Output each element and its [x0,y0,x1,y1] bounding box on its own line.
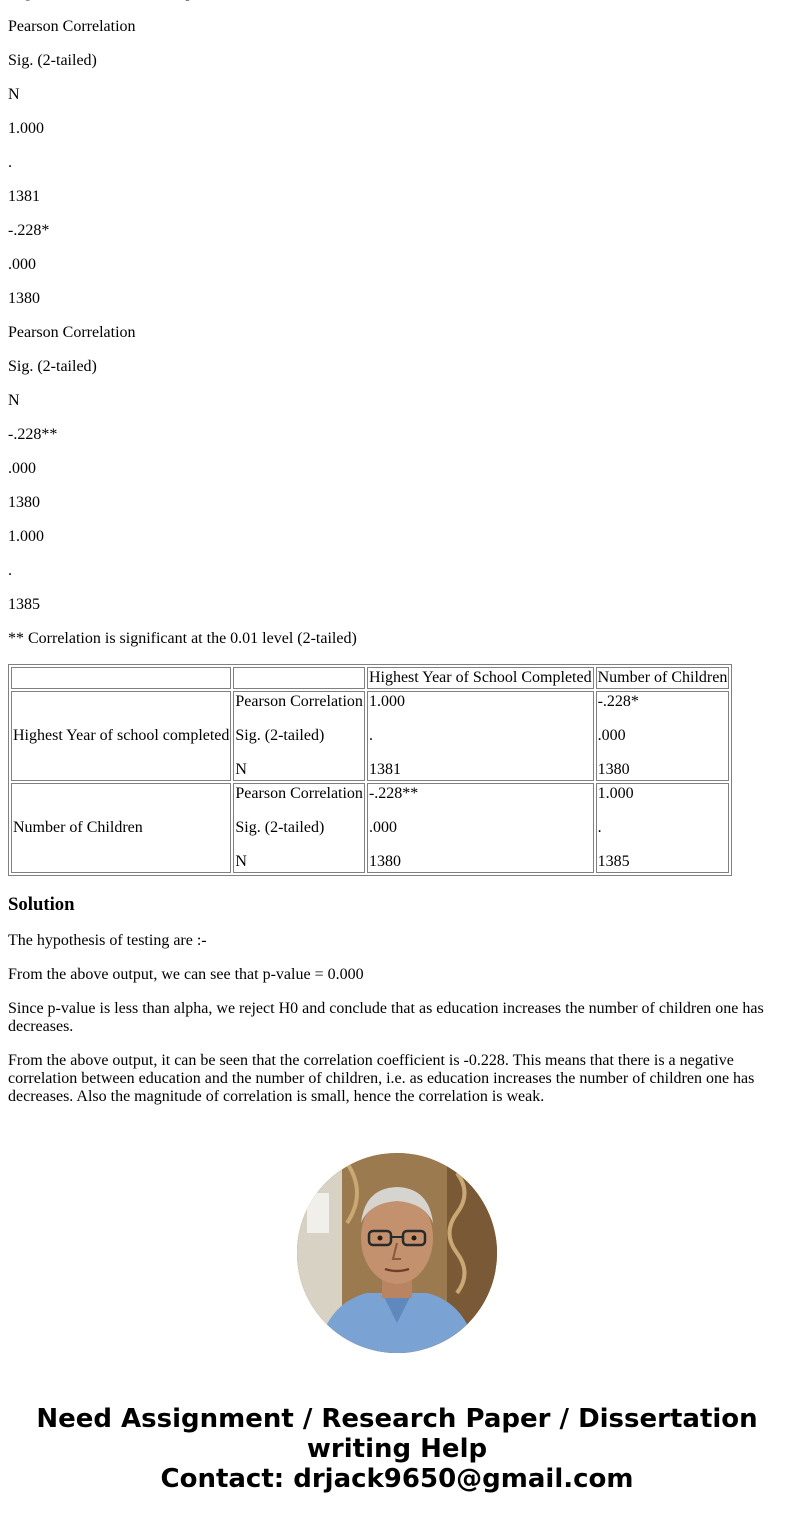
stat-name: Sig. (2-tailed) [235,727,325,744]
table-header-cell: Number of Children [596,667,730,689]
solution-paragraph: From the above output, it can be seen that the correlation coefficient is -0.228. This means that there is a negative correlation between education and the number of children, i.e. as education increases the number of children one has decreases. Also the magnitude of correlation is small, hence the correlation is weak. [8,1052,755,1105]
table-header-cell: Highest Year of School Completed [367,667,594,689]
text-line: 1381 [8,188,40,205]
cell-value: -.228* [597,693,639,710]
text-line: .000 [8,256,36,273]
text-line: Sig. (2-tailed) [8,52,97,69]
table-header-row [11,667,729,689]
cell-value: 1380 [368,853,401,870]
stat-name: Pearson Correlation [235,693,363,710]
text-line: 1.000 [8,528,44,545]
author-avatar [297,1153,497,1353]
text-line: N [8,392,20,409]
avatar-portrait-image [297,1153,497,1353]
solution-heading: Solution [8,894,75,915]
text-line: . [8,154,12,171]
text-line: .000 [8,460,36,477]
stat-name: N [235,761,247,778]
cell-value: .000 [368,819,397,836]
stat-names-cell [233,783,365,873]
stat-name: Pearson Correlation [235,785,363,802]
text-line: 1.000 [8,120,44,137]
stat-names-cell [233,691,365,781]
text-line: Sig. (2-tailed) [8,358,97,375]
table-row [11,691,729,781]
promo-contact: Contact: drjack9650@gmail.com [160,1464,634,1494]
row-label: Highest Year of school completed [11,691,231,781]
footnote: ** Correlation is significant at the 0.01 level (2-tailed) [8,630,357,647]
correlation-table [8,664,732,876]
cell-value: 1380 [597,761,630,778]
row-label: Number of Children [11,783,231,873]
value-cell [596,783,730,873]
stat-name: Sig. (2-tailed) [235,819,325,836]
solution-paragraph: The hypothesis of testing are :- [8,932,207,949]
text-line: N [8,86,20,103]
cell-value: -.228** [368,785,419,802]
cell-value: . [597,819,602,836]
cell-value: . [368,727,373,744]
promo-banner [0,1404,794,1494]
value-cell [367,783,594,873]
text-line: Pearson Correlation [8,18,136,35]
cell-value: 1385 [597,853,630,870]
cell-value: 1.000 [368,693,405,710]
stat-name: N [235,853,247,870]
value-cell [367,691,594,781]
solution-paragraph: From the above output, we can see that p-value = 0.000 [8,966,364,983]
text-line: . [8,562,12,579]
text-line: 1385 [8,596,40,613]
table-header-cell [11,667,231,689]
text-line: 1380 [8,290,40,307]
document-body [8,0,786,1122]
text-line: 1380 [8,494,40,511]
cell-value: 1381 [368,761,401,778]
table-header-cell [233,667,365,689]
text-line: -.228** [8,426,58,443]
text-line: Pearson Correlation [8,324,136,341]
text-line [8,0,786,2]
cell-value: .000 [597,727,626,744]
solution-paragraph: Since p-value is less than alpha, we reject H0 and conclude that as education increases the number of children one has decreases. [8,1000,764,1035]
text-line: -.228* [8,222,50,239]
promo-line: writing Help [306,1434,488,1464]
value-cell [596,691,730,781]
cell-value: 1.000 [597,785,634,802]
table-row [11,783,729,873]
promo-line: Need Assignment / Research Paper / Dissertation [36,1404,758,1434]
